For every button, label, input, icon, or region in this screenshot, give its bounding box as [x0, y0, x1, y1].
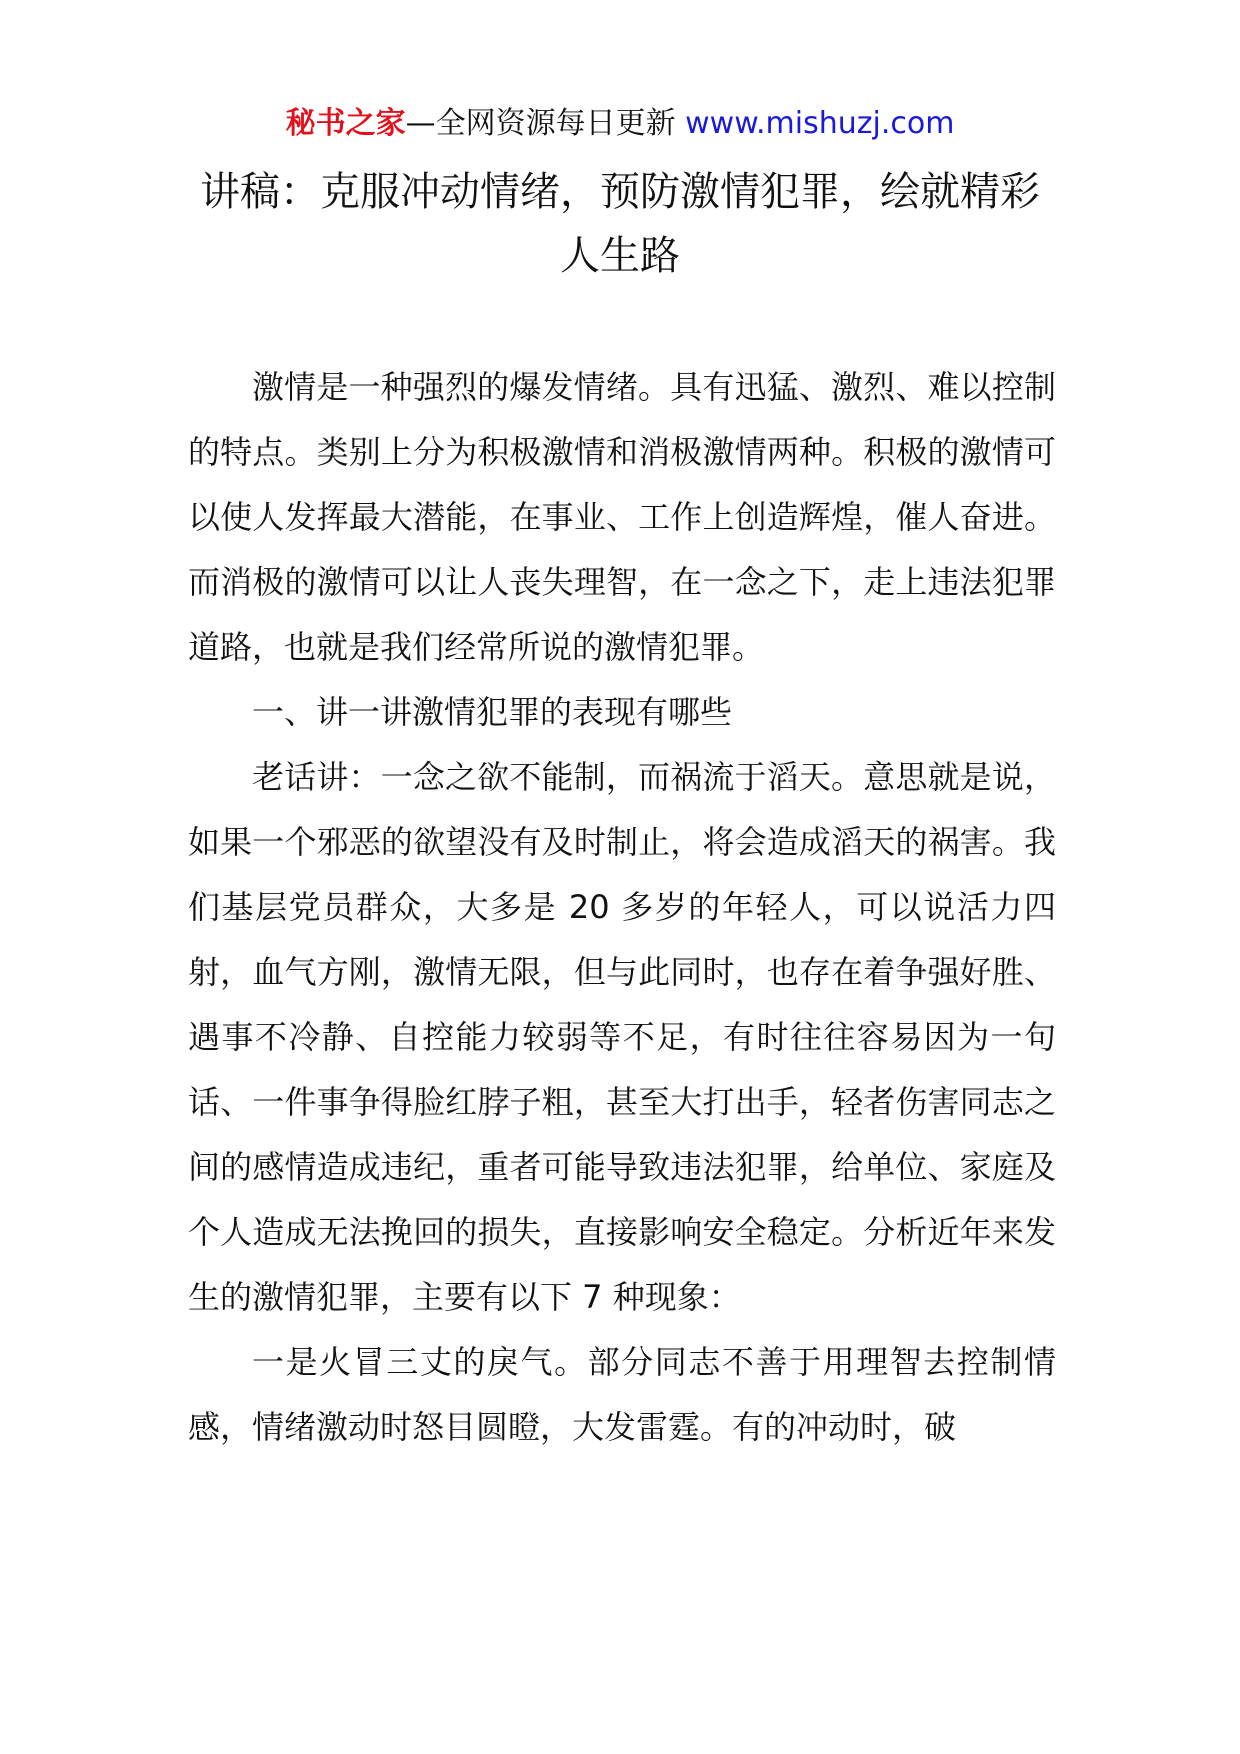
- section-heading-1: 一、讲一讲激情犯罪的表现有哪些: [252, 693, 733, 731]
- document-body: [188, 355, 1056, 1460]
- paragraph-intro: 激情是一种强烈的爆发情绪。具有迅猛、激烈、难以控制的特点。类别上分为积极激情和消极激情两种。积极的激情可以使人发挥最大潜能，在事业、工作上创造辉煌，催人奋进。而消极的激情可以让人丧失理智，在一念之下，走上违法犯罪道路，也就是我们经常所说的激情犯罪。: [188, 368, 1056, 666]
- paragraph-point-1: 一是火冒三丈的戾气。部分同志不善于用理智去控制情感，情绪激动时怒目圆瞪，大发雷霆。有的冲动时，破: [188, 1343, 1056, 1446]
- site-tagline: —全网资源每日更新: [405, 106, 686, 141]
- site-header: [0, 102, 1240, 146]
- document-title: 讲稿：克服冲动情绪，预防激情犯罪，绘就精彩人生路: [200, 169, 1040, 279]
- site-brand: 秘书之家: [285, 106, 406, 141]
- site-url[interactable]: www.mishuzj.com: [685, 106, 955, 141]
- paragraph-proverb: 老话讲：一念之欲不能制，而祸流于滔天。意思就是说，如果一个邪恶的欲望没有及时制止，将会造成滔天的祸害。我们基层党员群众，大多是 20 多岁的年轻人，可以说活力四射，血气方刚，激情无限，但与此同时，也存在着争强好胜、遇事不冷静、自控能力较弱等不足，有时往往容易因为一句话、一件事争得脸红脖子粗，甚至大打出手，轻者伤害同志之间的感情造成违纪，重者可能导致违法犯罪，给单位、家庭及个人造成无法挽回的损失，直接影响安全稳定。分析近年来发生的激情犯罪，主要有以下 7 种现象：: [188, 758, 1056, 1316]
